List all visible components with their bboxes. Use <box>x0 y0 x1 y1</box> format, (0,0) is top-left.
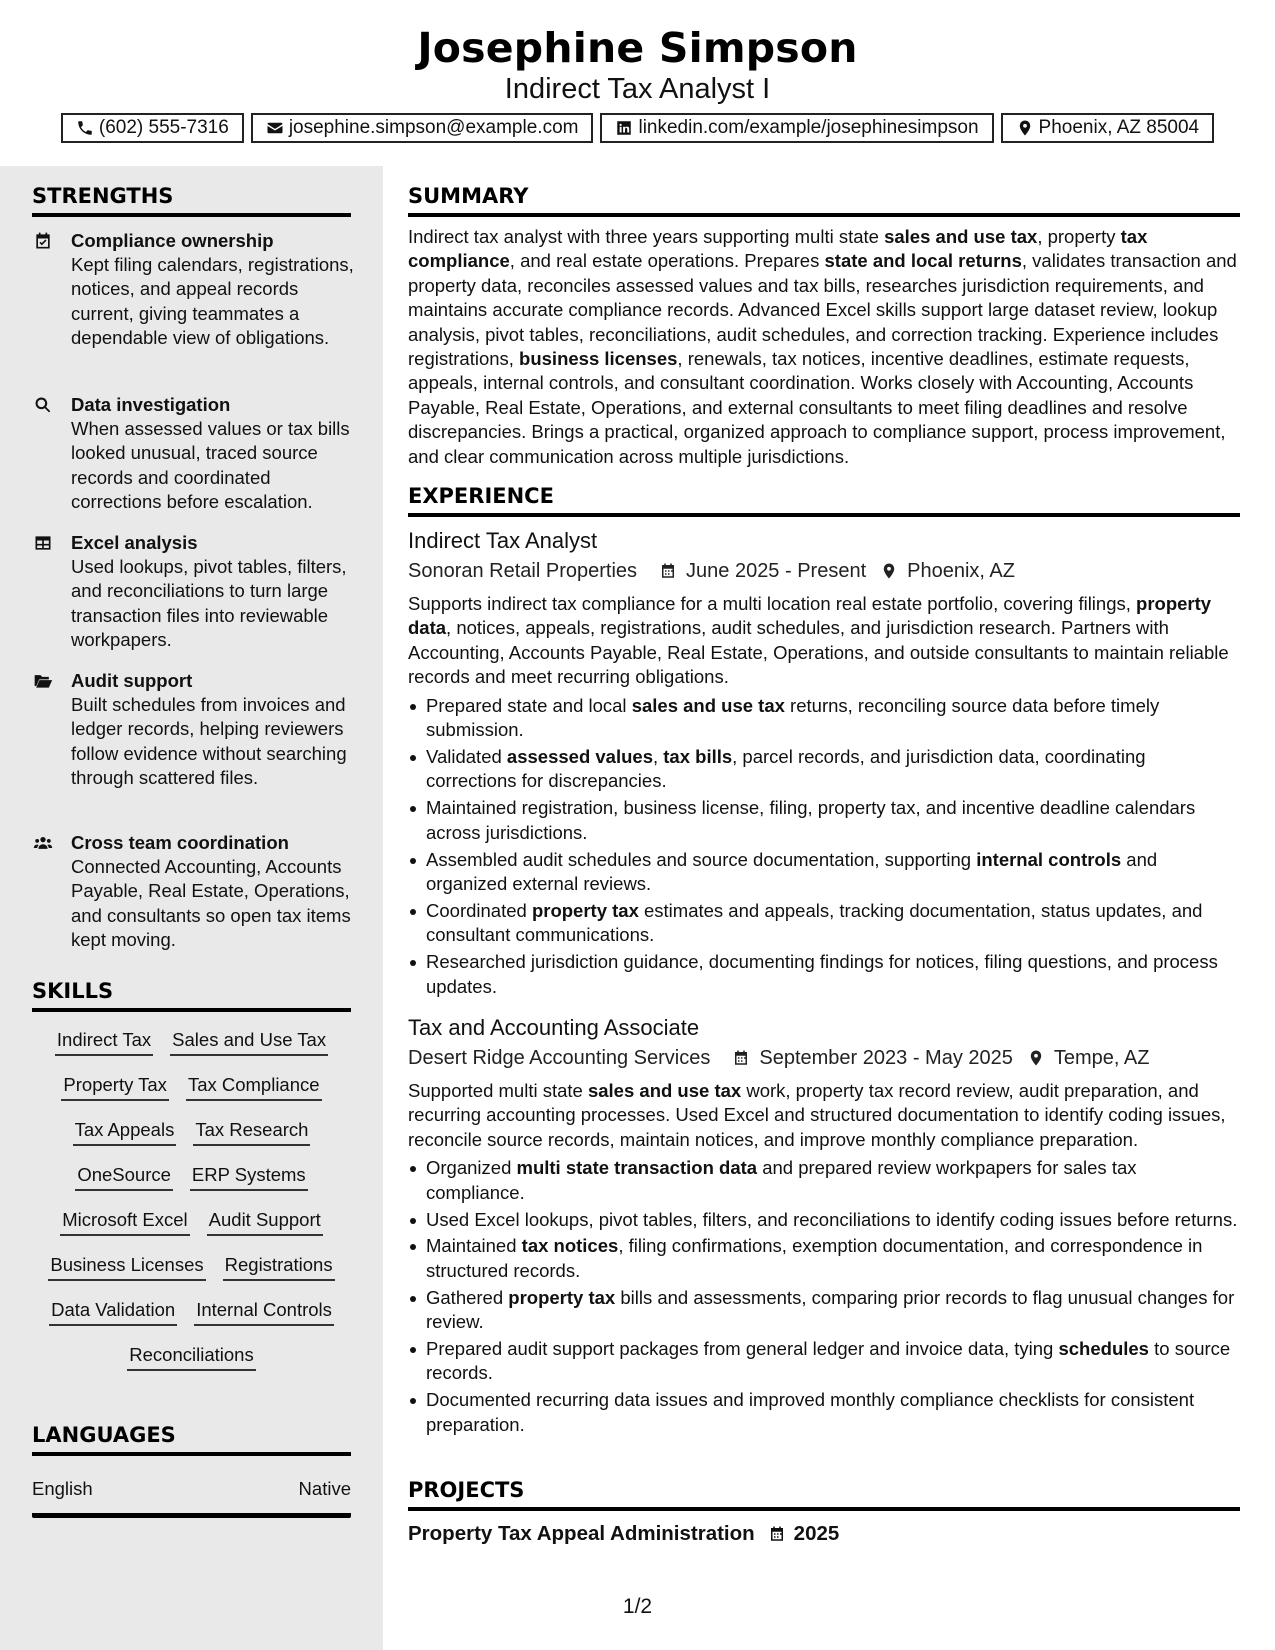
skills-row <box>32 1073 351 1118</box>
candidate-title: Indirect Tax Analyst I <box>504 73 771 105</box>
text-run: , property <box>1037 226 1121 247</box>
contact-email[interactable] <box>251 113 594 143</box>
strength-item <box>32 831 362 952</box>
strength-desc: When assessed values or tax bills looked unusual, traced source records and coordinated corrections before escalation. <box>71 418 350 512</box>
strength-item <box>32 229 362 350</box>
skills-row <box>32 1118 351 1163</box>
bold-phrase: business licenses <box>519 348 678 370</box>
bullet-item <box>408 950 1240 999</box>
summary-text <box>408 225 1240 469</box>
text-run: Assembled audit schedules and source documentation, supporting <box>426 848 977 870</box>
text-run: , filing confirmations, exemption documentation, and correspondence in structured records. <box>426 1235 1203 1281</box>
language-level: Native <box>298 1478 351 1499</box>
job-dates: June 2025 - Present <box>686 560 867 582</box>
text-run: , <box>652 745 664 767</box>
text-run: bills and assessments, comparing prior records to flag unusual changes for review. <box>426 1286 1235 1333</box>
envelope-icon <box>266 119 284 137</box>
linkedin-icon <box>615 119 633 137</box>
text-run: Coordinated <box>426 899 532 921</box>
bold-phrase: property data <box>408 593 1212 639</box>
text-run: work, property tax record review, audit preparation, and recurring accounting processes. Used Excel and structured documentation to identify coding issues, reconcile source records, maintain notices, and improve monthly compliance preparation. <box>408 1080 1226 1150</box>
text-run: Gathered <box>426 1286 509 1308</box>
page-number: 1/2 <box>622 1595 653 1618</box>
job-company: Desert Ridge Accounting Services <box>408 1047 711 1069</box>
map-pin-icon <box>880 561 898 581</box>
contact-phone-text: (602) 555-7316 <box>98 117 229 138</box>
contact-phone[interactable] <box>61 113 244 143</box>
text-run: returns, reconciling source data before timely submission. <box>426 694 1160 741</box>
skill-tag: Tax Research <box>193 1118 310 1146</box>
bold-phrase: property tax <box>531 899 639 921</box>
job-dates: September 2023 - May 2025 <box>759 1047 1013 1069</box>
candidate-name: Josephine Simpson <box>417 24 858 72</box>
users-icon <box>32 833 54 853</box>
skill-tag: ERP Systems <box>190 1163 308 1191</box>
bullet-item <box>408 899 1240 948</box>
strength-desc: Kept filing calendars, registrations, notices, and appeal records current, giving teammates a dependable view of obligations. <box>71 254 354 348</box>
calendar-icon <box>768 1524 786 1544</box>
contact-location-text: Phoenix, AZ 85004 <box>1038 117 1200 138</box>
project-title: Property Tax Appeal Administration <box>408 1522 755 1545</box>
bold-phrase: assessed values <box>506 745 653 767</box>
skill-tag: Audit Support <box>207 1208 323 1236</box>
text-run: Prepared audit support packages from general ledger and invoice data, tying <box>426 1338 1059 1360</box>
map-pin-icon <box>1016 119 1034 137</box>
bullet-item <box>408 1286 1240 1335</box>
strength-desc: Built schedules from invoices and ledger records, helping reviewers follow evidence without searching through scattered files. <box>71 694 347 788</box>
folder-open-icon <box>32 671 54 691</box>
skill-tag: Tax Appeals <box>73 1118 177 1146</box>
text-run: Maintained registration, business license, filing, property tax, and incentive deadline calendars across jurisdictions. <box>426 797 1196 843</box>
skills-row <box>32 1028 351 1073</box>
contact-email-text: josephine.simpson@example.com <box>288 117 579 138</box>
sidebar <box>0 166 383 1650</box>
bullet-item <box>408 848 1240 897</box>
text-run: Validated <box>426 745 507 767</box>
job-entry <box>408 1014 1240 1440</box>
strength-item <box>32 531 362 652</box>
calendar-icon <box>732 1048 750 1068</box>
skill-tag: Sales and Use Tax <box>170 1028 328 1056</box>
skills-row <box>32 1343 351 1388</box>
bold-phrase: internal controls <box>976 848 1122 870</box>
map-pin-icon <box>1027 1048 1045 1068</box>
experience-heading: EXPERIENCE <box>408 483 1240 517</box>
contact-linkedin-text: linkedin.com/example/josephinesimpson <box>638 117 979 138</box>
bold-phrase: sales and use tax <box>587 1080 742 1101</box>
text-run: Prepared state and local <box>426 694 632 716</box>
text-run: and organized external reviews. <box>426 848 1158 894</box>
job-meta <box>408 558 1240 584</box>
calendar-icon <box>659 561 677 581</box>
text-run: and prepared review workpapers for sales tax compliance. <box>426 1157 1137 1203</box>
strength-desc: Connected Accounting, Accounts Payable, Real Estate, Operations, and consultants so open tax items kept moving. <box>71 856 351 950</box>
job-location: Phoenix, AZ <box>907 560 1015 582</box>
bullet-item <box>408 1234 1240 1283</box>
skill-tag: Microsoft Excel <box>60 1208 189 1236</box>
bold-phrase: sales and use tax <box>884 226 1038 247</box>
calendar-check-icon <box>32 231 54 251</box>
text-run: Indirect tax analyst with three years supporting multi state <box>408 226 885 247</box>
strengths-heading: STRENGTHS <box>32 183 351 217</box>
magnifier-icon <box>32 395 54 415</box>
bold-phrase: schedules <box>1058 1338 1149 1360</box>
skill-tag: Data Validation <box>49 1298 177 1326</box>
job-bullets <box>408 1156 1240 1437</box>
bullet-item <box>408 1337 1240 1386</box>
contact-bar <box>0 113 1275 143</box>
language-item <box>32 1477 351 1518</box>
job-bullets <box>408 694 1240 999</box>
text-run: , renewals, tax notices, incentive deadlines, estimate requests, appeals, internal controls, and consultant coordination. Works closely with Accounting, Accounts Payable, Real Estate, Operations, and external consultants to meet filing deadlines and resolve discrepancies. Brings a practical, organized approach to compliance support, process improvement, and clear communication across multiple jurisdictions. <box>408 348 1226 467</box>
strength-item <box>32 393 362 514</box>
bullet-item <box>408 1208 1240 1232</box>
skill-tag: OneSource <box>75 1163 173 1191</box>
phone-icon <box>76 119 94 137</box>
strength-item <box>32 669 362 790</box>
text-run: , and real estate operations. Prepares <box>509 250 825 272</box>
bold-phrase: multi state transaction data <box>516 1157 758 1179</box>
bold-phrase: tax compliance <box>408 226 1148 272</box>
text-run: estimates and appeals, tracking documentation, status updates, and consultant communications. <box>426 899 1203 946</box>
bullet-item <box>408 796 1240 845</box>
text-run: , parcel records, and jurisdiction data, coordinating corrections for discrepancies. <box>426 745 1146 792</box>
skill-tag: Tax Compliance <box>186 1073 322 1101</box>
strength-title: Cross team coordination <box>71 832 289 853</box>
skill-tag: Reconciliations <box>127 1343 255 1371</box>
contact-linkedin[interactable] <box>600 113 993 143</box>
bold-phrase: tax notices <box>521 1235 619 1257</box>
text-run: Researched jurisdiction guidance, documenting findings for notices, filing questions, and process updates. <box>426 951 1218 997</box>
projects-heading: PROJECTS <box>408 1477 1240 1511</box>
bullet-item <box>408 694 1240 743</box>
skills-heading: SKILLS <box>32 978 351 1012</box>
skill-tag: Property Tax <box>61 1073 169 1101</box>
job-company: Sonoran Retail Properties <box>408 560 638 582</box>
text-run: to source records. <box>426 1338 1231 1384</box>
strength-title: Data investigation <box>71 394 231 415</box>
text-run: Documented recurring data issues and improved monthly compliance checklists for consistent preparation. <box>426 1389 1195 1435</box>
job-entry <box>408 527 1240 1002</box>
contact-location <box>1001 113 1215 143</box>
skills-row <box>32 1298 351 1343</box>
resume-header <box>0 22 1275 106</box>
skill-tag: Internal Controls <box>194 1298 334 1326</box>
job-meta <box>408 1045 1240 1071</box>
job-title: Tax and Accounting Associate <box>408 1015 700 1040</box>
language-name: English <box>32 1478 93 1499</box>
skills-row <box>32 1163 351 1208</box>
skill-tag: Registrations <box>223 1253 335 1281</box>
bullet-item <box>408 1156 1240 1205</box>
strength-title: Excel analysis <box>71 532 198 553</box>
skill-tag: Business Licenses <box>48 1253 205 1281</box>
bold-phrase: sales and use tax <box>631 694 785 716</box>
job-title: Indirect Tax Analyst <box>408 528 598 553</box>
strength-title: Compliance ownership <box>71 230 274 251</box>
job-intro <box>408 1079 1240 1152</box>
skills-row <box>32 1208 351 1253</box>
job-location: Tempe, AZ <box>1053 1047 1150 1069</box>
bold-phrase: state and local returns <box>824 250 1022 272</box>
strength-desc: Used lookups, pivot tables, filters, and reconciliations to turn large transaction files into reviewable workpapers. <box>71 556 347 650</box>
job-intro <box>408 592 1240 690</box>
bold-phrase: property tax <box>508 1286 616 1308</box>
table-icon <box>32 533 54 553</box>
bullet-item <box>408 745 1240 794</box>
strength-title: Audit support <box>71 670 193 691</box>
text-run: Organized <box>426 1157 517 1179</box>
summary-heading: SUMMARY <box>408 183 1240 217</box>
languages-heading: LANGUAGES <box>32 1422 351 1456</box>
skills-row <box>32 1253 351 1298</box>
text-run: Used Excel lookups, pivot tables, filters, and reconciliations to identify coding issues before returns. <box>426 1208 1238 1230</box>
text-run: Supported multi state <box>408 1080 588 1101</box>
project-year: 2025 <box>793 1522 840 1545</box>
text-run: Maintained <box>426 1235 522 1257</box>
bullet-item <box>408 1388 1240 1437</box>
text-run: , notices, appeals, registrations, audit schedules, and jurisdiction research. Partners with Accounting, Accounts Payable, Real Estate, Operations, and outside consultants to maintain reliable records and meet recurring obligations. <box>408 617 1229 688</box>
skill-tag: Indirect Tax <box>55 1028 153 1056</box>
text-run: , validates transaction and property data, reconciles assessed values and tax bills, researches jurisdiction requirements, and maintains accurate compliance records. Advanced Excel skills support large dataset review, lookup analysis, pivot tables, reconciliations, audit schedules, and correction tracking. Experience includes registrations, <box>408 250 1237 370</box>
bold-phrase: tax bills <box>663 745 733 767</box>
skills-list <box>32 1028 351 1388</box>
text-run: Supports indirect tax compliance for a multi location real estate portfolio, covering filings, <box>408 593 1137 614</box>
project-entry <box>408 1521 1240 1547</box>
